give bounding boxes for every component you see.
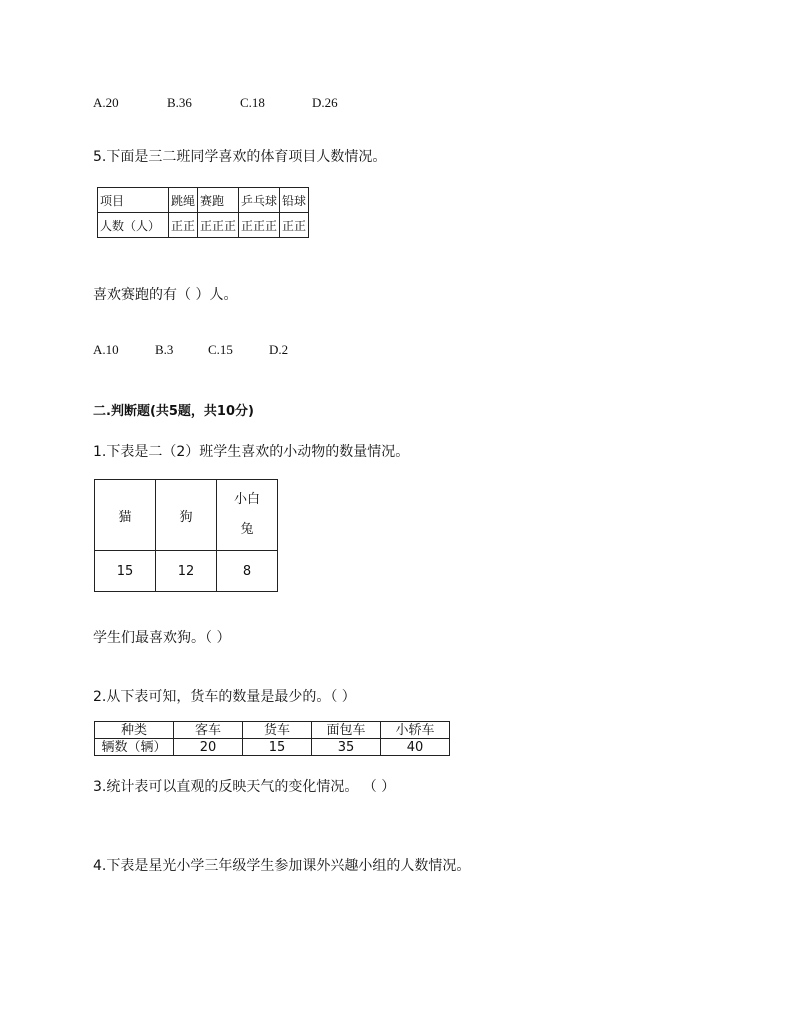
judge-1-statement: 学生们最喜欢狗。（ ） <box>93 630 231 646</box>
judge-2-prompt: 2.从下表可知，货车的数量是最少的。（ ） <box>93 689 356 705</box>
table-cell: 客车 <box>174 722 243 739</box>
table-cell: 铅球 <box>280 188 309 213</box>
table-cell: 人数（人） <box>98 213 169 238</box>
table-cell: 辆数（辆） <box>95 739 174 756</box>
animals-table <box>94 479 278 592</box>
header-line: 小白 <box>233 492 260 507</box>
section-heading: 二.判断题(共5题，共10分) <box>93 404 254 419</box>
table-cell: 种类 <box>95 722 174 739</box>
judge-1-prompt: 1.下表是二（2）班学生喜欢的小动物的数量情况。 <box>93 444 410 460</box>
table-cell: 狗 <box>156 480 217 551</box>
judge-3-prompt: 3.统计表可以直观的反映天气的变化情况。 （ ） <box>93 779 396 795</box>
table-cell: 赛跑 <box>198 188 239 213</box>
table-cell: 面包车 <box>312 722 381 739</box>
table-cell: 15 <box>95 551 156 592</box>
question-5-prompt: 5.下面是三二班同学喜欢的体育项目人数情况。 <box>93 149 387 165</box>
table-cell: 正正 <box>280 213 309 238</box>
table-cell: 猫 <box>95 480 156 551</box>
table-cell: 小轿车 <box>381 722 450 739</box>
vehicles-table <box>94 721 450 756</box>
judge-4-prompt: 4.下表是星光小学三年级学生参加课外兴趣小组的人数情况。 <box>93 858 471 874</box>
table-cell: 货车 <box>243 722 312 739</box>
table-cell: 40 <box>381 739 450 756</box>
table-cell: 35 <box>312 739 381 756</box>
table-cell: 跳绳 <box>169 188 198 213</box>
option-a: A.20 <box>93 95 119 110</box>
question-5-text: 喜欢赛跑的有（ ）人。 <box>93 287 238 303</box>
option-d: D.2 <box>269 342 289 357</box>
option-a: A.10 <box>93 342 119 357</box>
header-line: 兔 <box>240 522 254 537</box>
table-cell: 8 <box>217 551 278 592</box>
table-cell: 20 <box>174 739 243 756</box>
option-c: C.18 <box>240 95 265 110</box>
table-cell: 正正 <box>169 213 198 238</box>
table-cell: 15 <box>243 739 312 756</box>
option-b: B.36 <box>167 95 192 110</box>
sports-table <box>97 187 309 238</box>
table-cell: 正正正 <box>239 213 280 238</box>
table-cell: 项目 <box>98 188 169 213</box>
table-cell: 正正正 <box>198 213 239 238</box>
table-cell <box>217 480 278 551</box>
table-cell: 乒乓球 <box>239 188 280 213</box>
option-b: B.3 <box>155 342 174 357</box>
option-d: D.26 <box>312 95 338 110</box>
option-c: C.15 <box>208 342 233 357</box>
table-cell: 12 <box>156 551 217 592</box>
